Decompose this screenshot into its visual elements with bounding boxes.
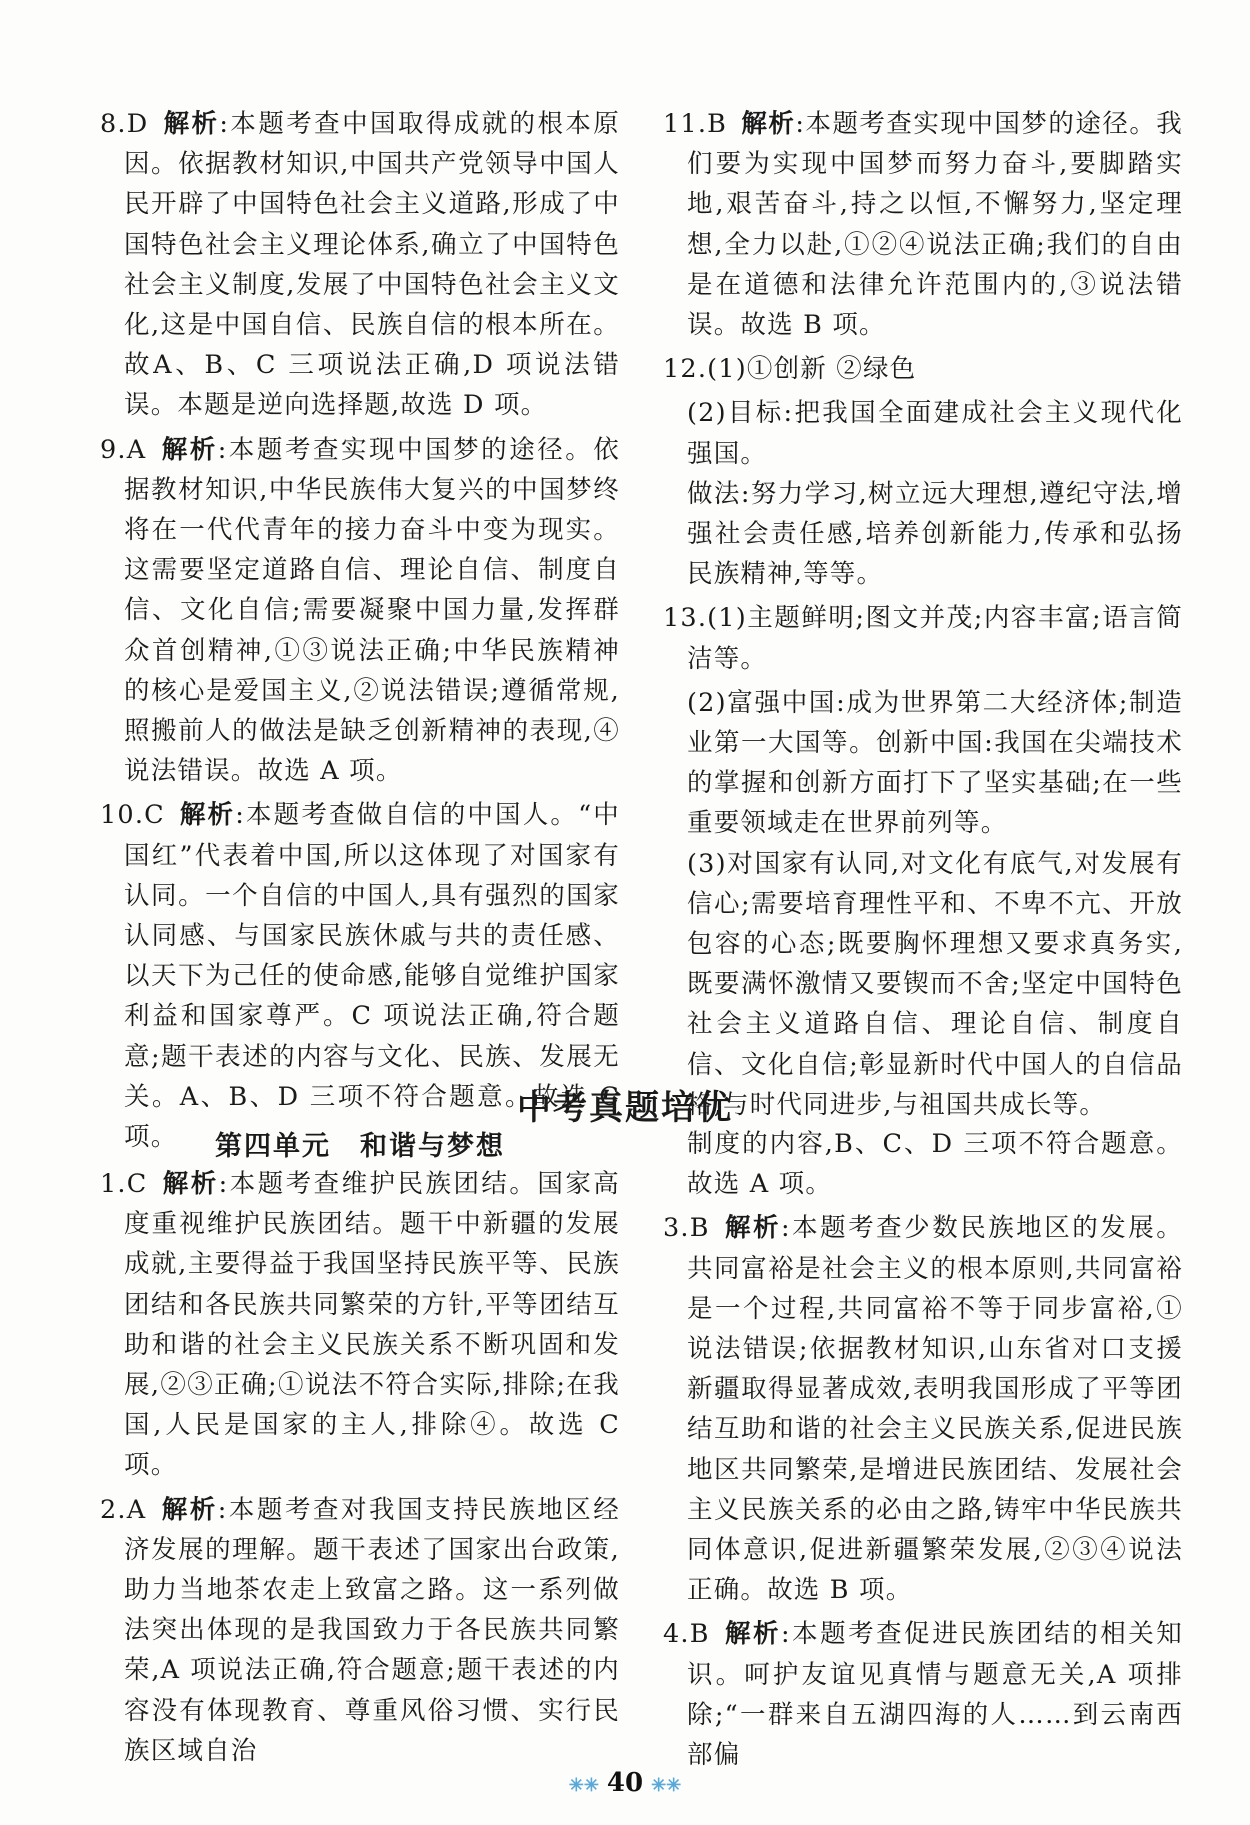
analysis-label: 解析: [162, 109, 220, 139]
answer-column-top-right: [663, 104, 1183, 1125]
answer-item-3: [663, 1208, 1183, 1610]
answer-column-top-left: [100, 104, 620, 1161]
answer-item-12: [663, 349, 1183, 389]
answer-text: :本题考查实现中国梦的途径。依据教材知识,中华民族伟大复兴的中国梦终将在一代代青年的接力奋斗中变为现实。这需要坚定道路自信、理论自信、制度自信、文化自信;需要凝聚中国力量,发挥群众首创精神,①③说法正确;中华民族精神的核心是爱国主义,②说法错误;遵循常规,照搬前人的做法是缺乏创新精神的表现,④说法错误。故选 A 项。: [124, 434, 621, 787]
answer-text: :本题考查促进民族团结的相关知识。呵护友谊见真情与题意无关,A 项排除;“一群来自五湖四海的人……到云南西部偏: [687, 1619, 1183, 1771]
answer-part-2: (2)目标:把我国全面建成社会主义现代化强国。: [687, 398, 1183, 469]
answer-item-13: [663, 598, 1183, 678]
answer-item-8: [100, 104, 620, 426]
answer-item-11: [663, 104, 1183, 345]
analysis-label: 解析: [741, 109, 796, 139]
answer-number: 13.: [663, 603, 708, 634]
answer-text: :本题考查做自信的中国人。“中国红”代表着中国,所以这体现了对国家有认同。一个自信的中国人,具有强烈的国家认同感、与国家民族休戚与共的责任感、以天下为己任的使命感,能够自觉维护国家利益和国家尊严。C 项说法正确,符合题意;题干表述的内容与文化、民族、发展无关。A、B、D 三项不符合题意。故选 C 项。: [124, 800, 620, 1153]
answer-number: 3.B: [663, 1213, 710, 1244]
answer-number: 9.A: [100, 434, 147, 465]
answer-number: 10.C: [100, 800, 165, 831]
answer-continuation: 制度的内容,B、C、D 三项不符合题意。故选 A 项。: [687, 1129, 1183, 1200]
analysis-label: 解析: [723, 1619, 782, 1650]
answer-number: 11.B: [663, 109, 728, 139]
analysis-label: 解析: [160, 434, 218, 465]
answer-item-2: [100, 1490, 620, 1771]
analysis-label: 解析: [161, 1169, 219, 1199]
answer-item-4: [663, 1614, 1183, 1775]
answer-part-3: 做法:努力学习,树立远大理想,遵纪守法,增强社会责任感,培养创新能力,传承和弘扬民族精神,等等。: [687, 478, 1183, 590]
analysis-label: 解析: [723, 1213, 782, 1244]
answer-number: 12.: [663, 354, 708, 385]
answer-column-bottom-left: [100, 1164, 620, 1775]
left-flourish-icon: ✳✳: [568, 1775, 599, 1796]
answer-number: 1.C: [100, 1169, 148, 1199]
answer-text: :本题考查中国取得成就的根本原因。依据教材知识,中国共产党领导中国人民开辟了中国特色社会主义道路,形成了中国特色社会主义理论体系,确立了中国特色社会主义制度,发展了中国特色社会主义文化,这是中国自信、民族自信的根本所在。故A、B、C 三项说法正确,D 项说法错误。本题是逆向选择题,故选 D 项。: [124, 109, 620, 421]
page-footer: [0, 1768, 1250, 1798]
answer-part-1: (1)①创新 ②绿色: [707, 354, 917, 385]
answer-part-2: (2)富强中国:成为世界第二大经济体;制造业第一大国等。创新中国:我国在尖端技术的掌握和创新方面打下了坚实基础;在一些重要领域走在世界前列等。: [687, 687, 1183, 839]
analysis-label: 解析: [178, 800, 236, 831]
analysis-label: 解析: [160, 1494, 218, 1525]
right-flourish-icon: ✳✳: [651, 1775, 682, 1796]
answer-column-bottom-right: [663, 1124, 1183, 1779]
answer-number: 8.D: [100, 109, 149, 139]
answer-part-3: (3)对国家有认同,对文化有底气,对发展有信心;需要培育理性平和、不卑不亢、开放包容的心态;既要胸怀理想又要求真务实,既要满怀激情又要锲而不舍;坚定中国特色社会主义道路自信、理论自信、制度自信、文化自信;彰显新时代中国人的自信品格,与时代同进步,与祖国共成长等。: [687, 848, 1183, 1120]
section-title: 中考真题培优: [517, 1088, 733, 1128]
unit-title: 第四单元 和谐与梦想: [215, 1131, 505, 1162]
answer-text: :本题考查少数民族地区的发展。共同富裕是社会主义的根本原则,共同富裕是一个过程,共同富裕不等于同步富裕,①说法错误;依据教材知识,山东省对口支援新疆取得显著成效,表明我国形成了平等团结互助和谐的社会主义民族关系,促进民族地区共同繁荣,是增进民族团结、发展社会主义民族关系的必由之路,铸牢中华民族共同体意识,促进新疆繁荣发展,②③④说法正确。故选 B 项。: [687, 1213, 1183, 1606]
answer-text: :本题考查对我国支持民族地区经济发展的理解。题干表述了国家出台政策,助力当地茶农走上致富之路。这一系列做法突出体现的是我国致力于各民族共同繁荣,A 项说法正确,符合题意;题干表述的内容没有体现教育、尊重风俗习惯、实行民族区域自治: [124, 1494, 621, 1766]
answer-text: :本题考查实现中国梦的途径。我们要为实现中国梦而努力奋斗,要脚踏实地,艰苦奋斗,持之以恒,不懈努力,坚定理想,全力以赴,①②④说法正确;我们的自由是在道德和法律允许范围内的,③说法错误。故选 B 项。: [687, 109, 1184, 341]
answer-part-1: (1)主题鲜明;图文并茂;内容丰富;语言简洁等。: [687, 603, 1183, 674]
page-number: 40: [606, 1768, 644, 1798]
answer-item-9: [100, 430, 620, 792]
answer-number: 4.B: [663, 1619, 710, 1650]
answer-item-1: [100, 1164, 620, 1486]
answer-number: 2.A: [100, 1494, 147, 1525]
answer-text: :本题考查维护民族团结。国家高度重视维护民族团结。题干中新疆的发展成就,主要得益于我国坚持民族平等、民族团结和各民族共同繁荣的方针,平等团结互助和谐的社会主义民族关系不断巩固和发展,②③正确;①说法不符合实际,排除;在我国,人民是国家的主人,排除④。故选 C 项。: [124, 1169, 620, 1481]
